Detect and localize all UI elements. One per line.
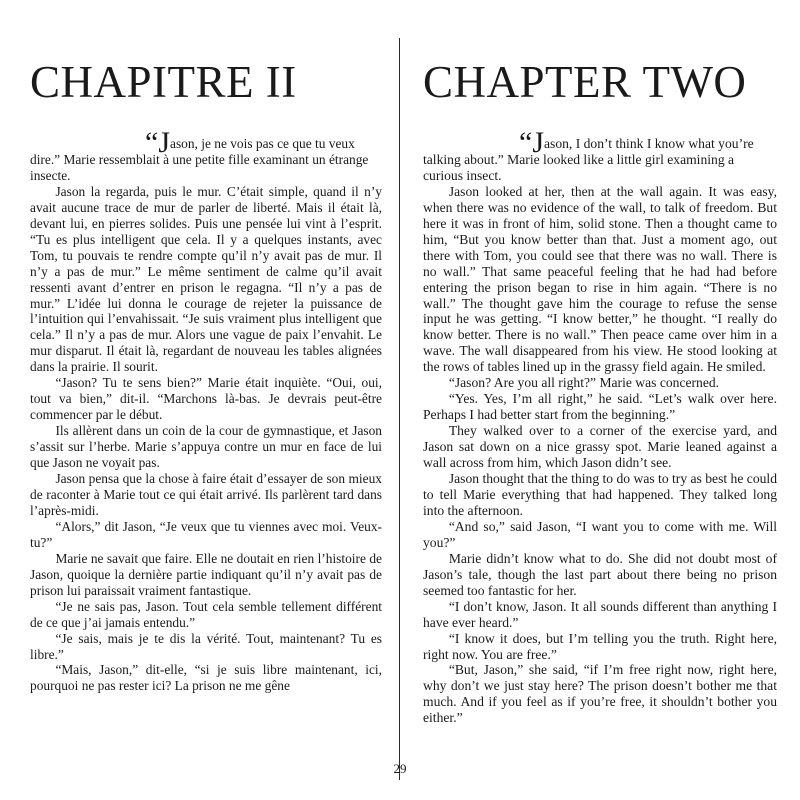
paragraph: “But, Jason,” she said, “if I’m free right now, right here, why don’t we just stay here? The prison doesn’t bother me that much. And if you feel as if you’re free, it shouldn’t bother you either.” xyxy=(423,662,777,726)
paragraph: “Mais, Jason,” dit-elle, “si je suis libre maintenant, ici, pourquoi ne pas rester ici? La prison ne me gêne xyxy=(30,662,382,694)
paragraph: Jason pensa que la chose à faire était d’essayer de son mieux de raconter à Marie tout ce qui était arrivé. Ils parlèrent tard dans l’après-midi. xyxy=(30,471,382,518)
column-divider xyxy=(399,38,400,780)
english-column xyxy=(423,58,777,726)
paragraph-text: ason, I don’t think I know what you’re talking about.” Marie looked like a little girl examining a curious insect. xyxy=(423,136,754,183)
page-number: 29 xyxy=(393,761,407,776)
paragraph: Marie ne savait que faire. Elle ne doutait en rien l’histoire de Jason, quoique la dernière partie indiquant qu’il n’y avait pas de prison lui paraissait vraiment fantastique. xyxy=(30,550,382,598)
chapter-heading-french: CHAPITRE II xyxy=(30,57,297,107)
paragraph: Jason thought that the thing to do was to try as best he could to tell Marie everything that had happened. They talked long into the afternoon. xyxy=(423,471,777,518)
paragraph xyxy=(423,126,777,184)
paragraph: “And so,” said Jason, “I want you to come with me. Will you?” xyxy=(423,518,777,550)
paragraph: “Alors,” dit Jason, “Je veux que tu viennes avec moi. Veux-tu?” xyxy=(30,518,382,550)
paragraph: “Je sais, mais je te dis la vérité. Tout, maintenant? Tu es libre.” xyxy=(30,630,382,662)
paragraph: “Yes. Yes, I’m all right,” he said. “Let’s walk over here. Perhaps I had better start from the beginning.” xyxy=(423,391,777,423)
paragraph xyxy=(30,126,382,184)
paragraph: “Jason? Tu te sens bien?” Marie était inquiète. “Oui, oui, tout va bien,” dit-il. “Marchons là-bas. Je devrais peut-être commencer par le début. xyxy=(30,375,382,423)
paragraph: They walked over to a corner of the exercise yard, and Jason sat down on a nice grassy spot. Marie leaned against a wall across from him, which Jason didn’t see. xyxy=(423,423,777,471)
french-body xyxy=(30,126,382,694)
drop-cap: “J xyxy=(519,126,544,159)
french-column xyxy=(30,58,382,694)
paragraph: “Jason? Are you all right?” Marie was concerned. xyxy=(448,375,720,391)
paragraph: Ils allèrent dans un coin de la cour de gymnastique, et Jason s’assit sur l’herbe. Marie s’appuya contre un mur en face de lui que Jason ne voyait pas. xyxy=(30,423,382,471)
paragraph-text: ason, je ne vois pas ce que tu veux dire.” Marie ressemblait à une petite fille examinant un étrange insecte. xyxy=(30,136,369,183)
paragraph: Jason looked at her, then at the wall again. It was easy, when there was no evidence of the wall, to talk of freedom. But here it was in front of him, solid stone. Then a thought came to him, “But you know better than that. Just a moment ago, out there with Tom, you could see that there was no wall. There is no wall.” That same peaceful feeling that he had had before entering the prison began to rise in him again. “There is no wall.” The thought gave him the courage to refuse the sense input he was getting. “I know better,” he thought. “I really do know better. There is no wall.” Then peace came over him in a wave. The wall disappeared from his view. He stood looking at the rows of tables lined up in the grassy field again. He smiled. xyxy=(423,183,777,375)
paragraph: “I know it does, but I’m telling you the truth. Right here, right now. You are free.” xyxy=(423,630,777,662)
paragraph: Jason la regarda, puis le mur. C’était simple, quand il n’y avait aucune trace de mur de parler de liberté. Mais il était là, devant lui, en pierres solides. Puis une pensée lui vint à l’esprit. “Tu es plus intelligent que cela. Il y a quelques instants, avec Tom, tu pouvais te rendre compte qu’il n’y avait pas de mur. Il n’y a pas de mur.” Le même sentiment de calme qu’il avait ressenti avant d’entrer en prison le regagna. “Il n’y a pas de mur.” L’idée lui donna le courage de rejeter la puissance de l’intuition qui l’envahissait. “Je suis vraiment plus intelligent que cela.” Il n’y a pas de mur. Alors une vague de paix l’envahit. Le mur disparut. Il était là, regardant de nouveau les tables alignées dans la prairie. Il sourit. xyxy=(30,183,382,375)
paragraph: Marie didn’t know what to do. She did not doubt most of Jason’s tale, though the last part about there being no prison seemed too fantastic for her. xyxy=(423,550,777,598)
paragraph: “Je ne sais pas, Jason. Tout cela semble tellement différent de ce que j’ai jamais entendu.” xyxy=(30,598,382,630)
drop-cap: “J xyxy=(145,126,170,159)
paragraph: “I don’t know, Jason. It all sounds different than anything I have ever heard.” xyxy=(423,598,777,630)
chapter-heading-english: CHAPTER TWO xyxy=(423,57,747,107)
english-body xyxy=(423,126,777,726)
